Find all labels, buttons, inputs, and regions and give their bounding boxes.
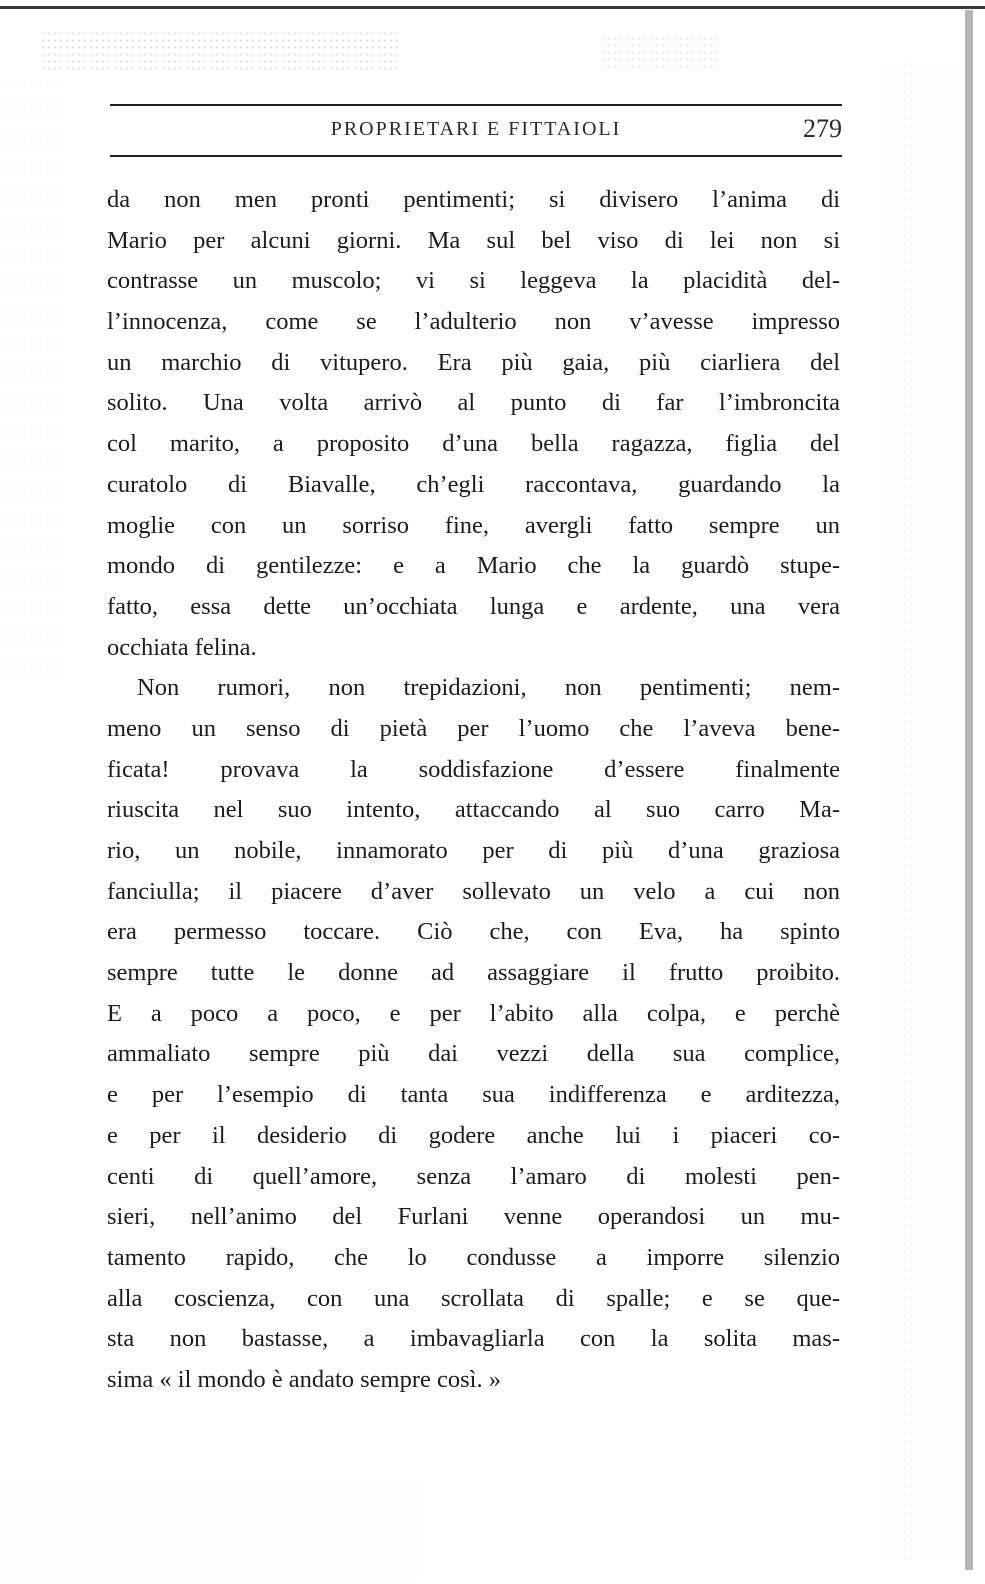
text-line: sempre tutte le donne ad assaggiare il frutto proibito. — [107, 959, 840, 987]
text-line: fatto, essa dette un’occhiata lunga e ardente, una vera — [107, 592, 840, 620]
text-line: ammaliato sempre più dai vezzi della sua complice, — [107, 1040, 840, 1068]
text-line: mondo di gentilezze: e a Mario che la guardò stupe- — [107, 552, 840, 580]
body-text — [107, 180, 840, 1401]
text-line: era permesso toccare. Ciò che, con Eva, ha spinto — [107, 918, 840, 946]
text-line: sta non bastasse, a imbavagliarla con la solita mas- — [107, 1325, 840, 1353]
header-rule-top — [110, 104, 842, 106]
text-line: l’innocenza, come se l’adulterio non v’avesse impresso — [107, 308, 840, 336]
text-line: Mario per alcuni giorni. Ma sul bel viso di lei non si — [107, 226, 840, 254]
scan-noise-bottom — [0, 1480, 420, 1580]
header-rule-bottom — [110, 155, 842, 157]
scan-top-edge — [0, 6, 985, 9]
text-line: col marito, a proposito d’una bella ragazza, figlia del — [107, 430, 840, 458]
text-line: da non men pronti pentimenti; si divisero l’anima di — [107, 186, 840, 213]
text-line: E a poco a poco, e per l’abito alla colpa, e perchè — [107, 999, 840, 1027]
text-line: e per l’esempio di tanta sua indifferenza e arditezza, — [107, 1081, 840, 1109]
text-line: sieri, nell’animo del Furlani venne operandosi un mu- — [107, 1203, 840, 1231]
paragraph-2 — [107, 668, 840, 1400]
text-line: tamento rapido, che lo condusse a imporre silenzio — [107, 1243, 840, 1271]
scan-noise-left — [0, 80, 60, 680]
text-line: meno un senso di pietà per l’uomo che l’aveva bene- — [107, 714, 840, 742]
text-line: solito. Una volta arrivò al punto di far l’imbroncita — [107, 389, 840, 417]
scan-right-edge — [965, 10, 973, 1570]
text-line: contrasse un muscolo; vi si leggeva la placidità del- — [107, 267, 840, 295]
scan-noise-top — [40, 30, 400, 70]
text-line: centi di quell’amore, senza l’amaro di molesti pen- — [107, 1162, 840, 1190]
text-line: fanciulla; il piacere d’aver sollevato un velo a cui non — [107, 877, 840, 905]
text-line: e per il desiderio di godere anche lui i piaceri co- — [107, 1121, 840, 1149]
scan-noise-top-right — [600, 35, 720, 70]
text-line: un marchio di vitupero. Era più gaia, più ciarliera del — [107, 348, 840, 376]
text-line: sima « il mondo è andato sempre così. » — [107, 1365, 501, 1393]
running-title: PROPRIETARI E FITTAIOLI — [330, 118, 622, 140]
text-line: Non rumori, non trepidazioni, non pentimenti; nem- — [137, 674, 840, 702]
scan-noise-right — [880, 60, 960, 1560]
page-number: 279 — [803, 114, 842, 143]
text-line: curatolo di Biavalle, ch’egli raccontava, guardando la — [107, 470, 840, 498]
text-line: alla coscienza, con una scrollata di spalle; e se que- — [107, 1284, 840, 1312]
paragraph-1 — [107, 180, 840, 668]
text-line: moglie con un sorriso fine, avergli fatto sempre un — [107, 511, 840, 539]
text-line: occhiata felina. — [107, 633, 257, 661]
running-head — [110, 112, 842, 148]
text-line: ficata! provava la soddisfazione d’essere finalmente — [107, 755, 840, 783]
text-line: rio, un nobile, innamorato per di più d’una graziosa — [107, 837, 840, 864]
text-line: riuscita nel suo intento, attaccando al suo carro Ma- — [107, 796, 840, 824]
